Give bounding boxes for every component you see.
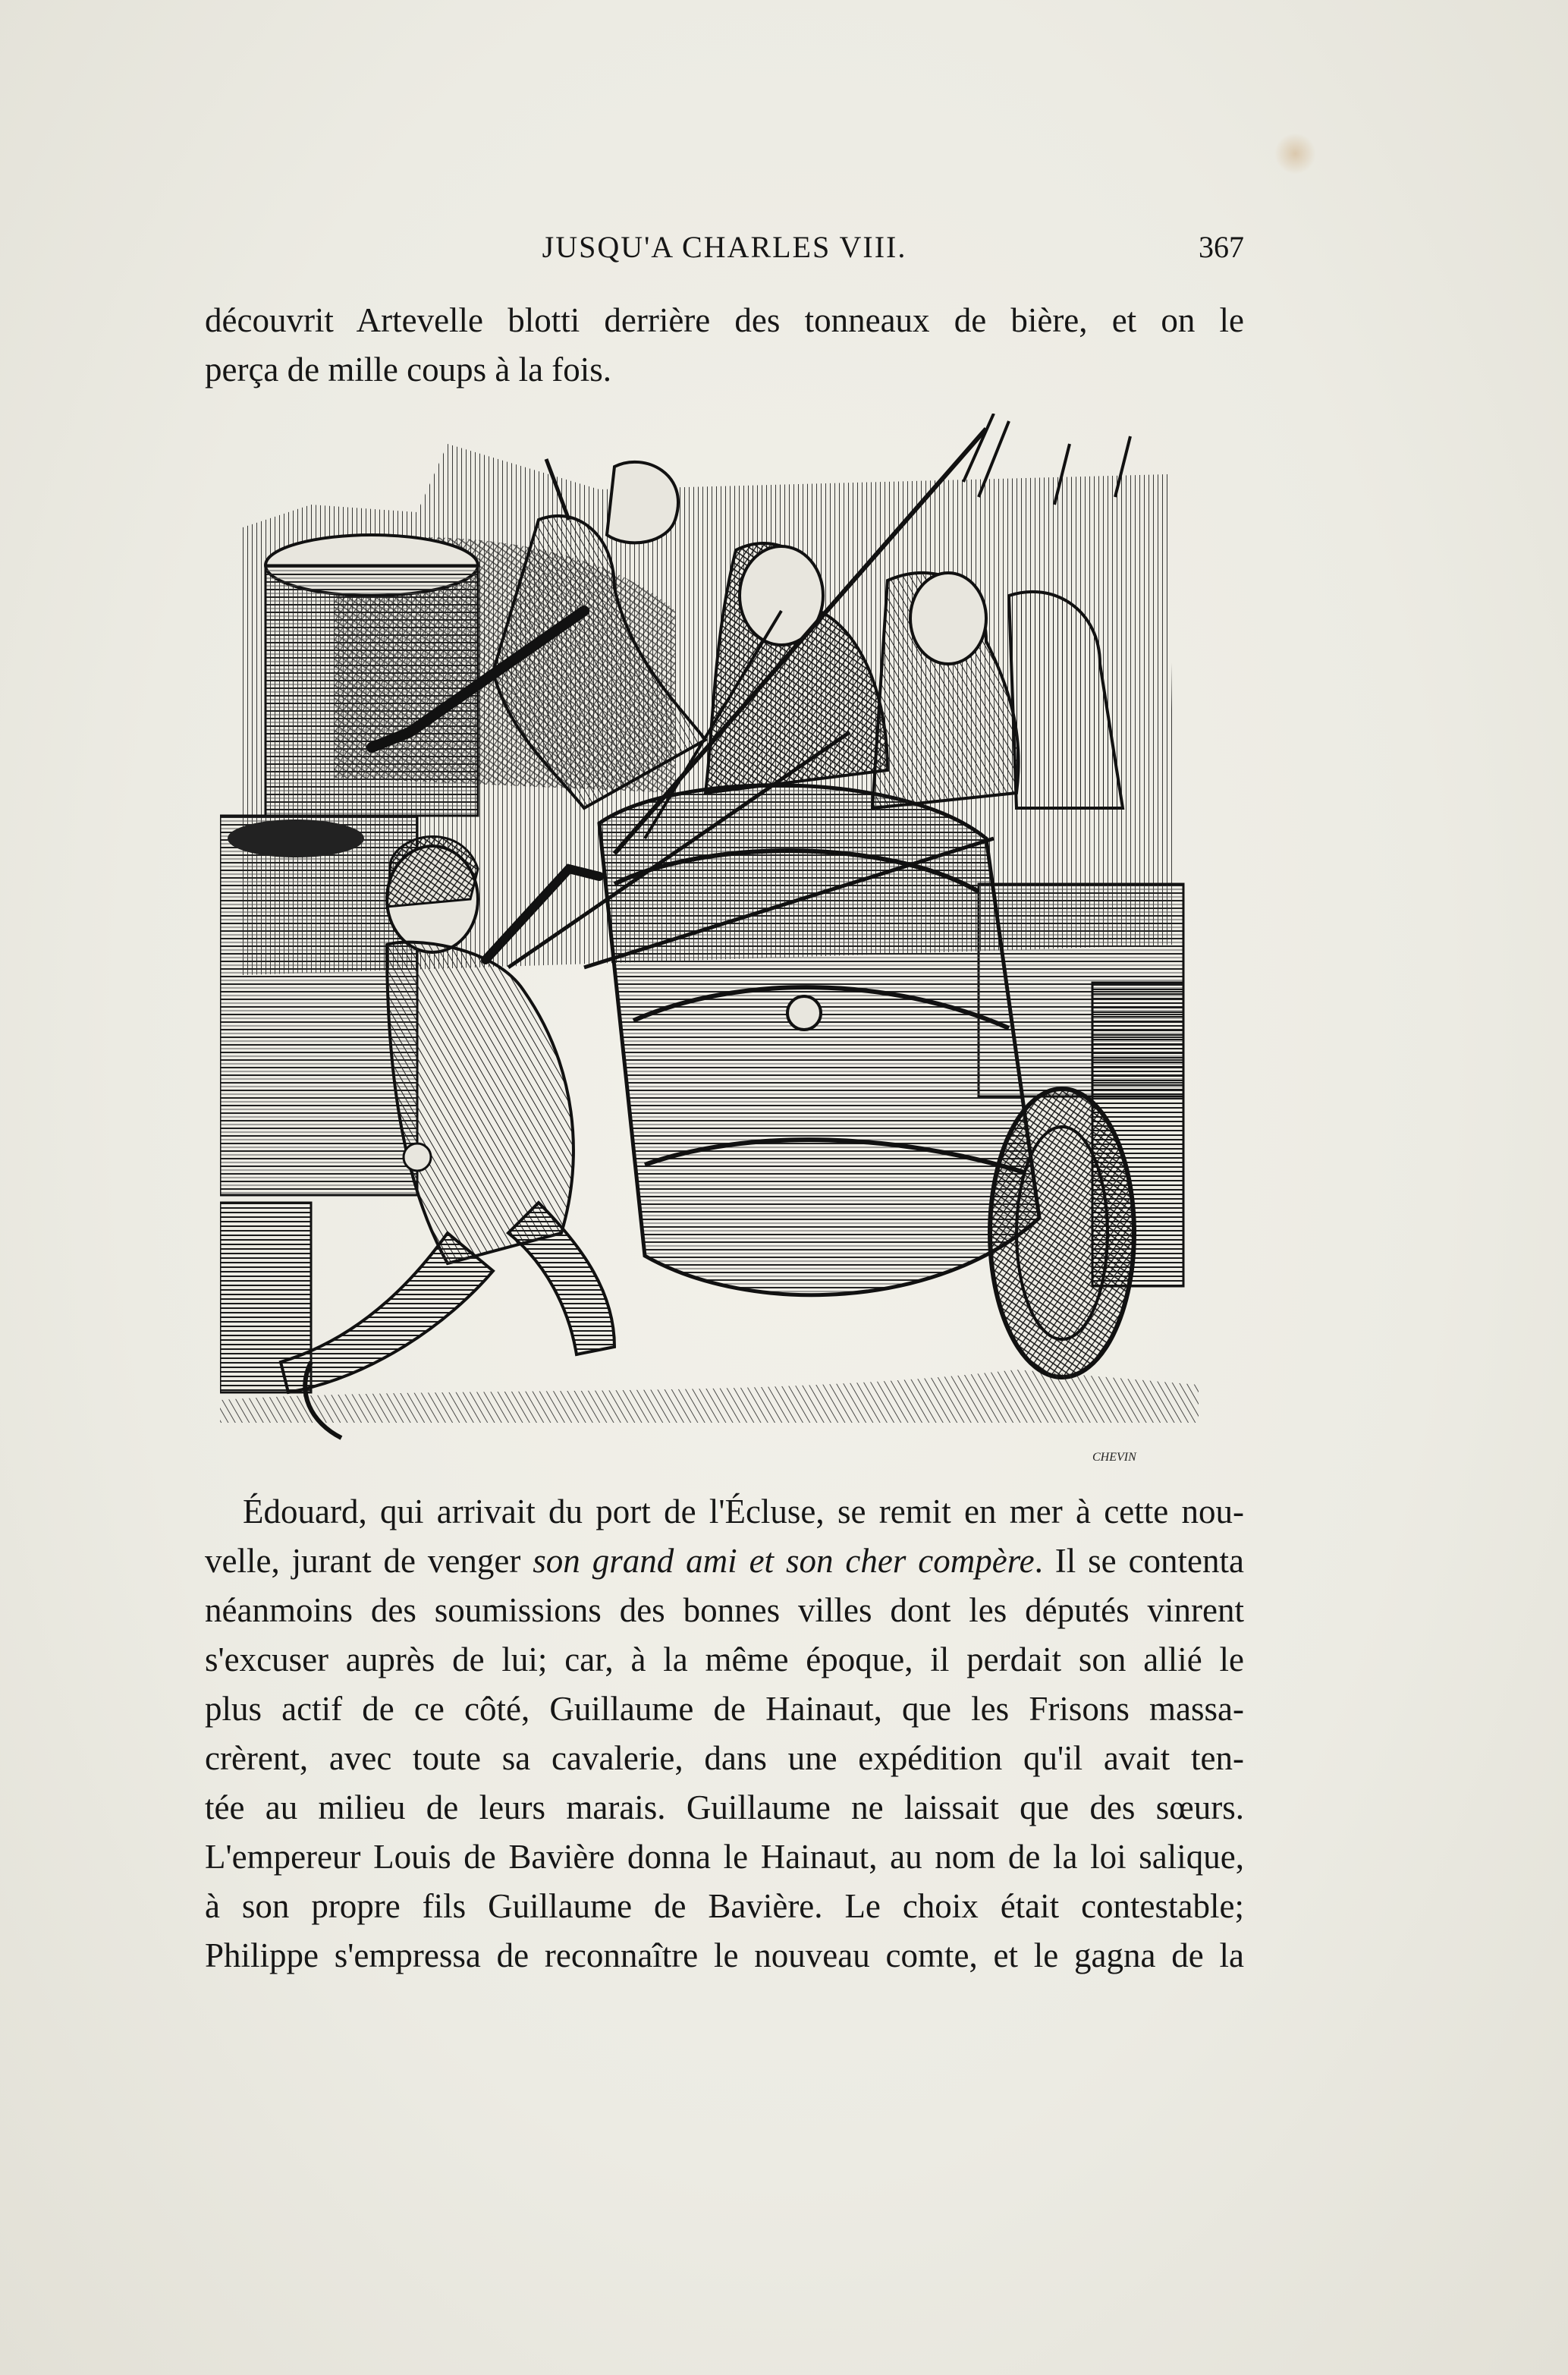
text-line: s'excuser auprès de lui; car, à la même époque, il perdait son allié le [205, 1640, 1244, 1678]
text-run: velle, jurant de venger [205, 1542, 533, 1580]
text-line: néanmoins des soumissions des bonnes villes dont les députés vinrent [205, 1591, 1244, 1629]
text-line: perça de mille coups à la fois. [205, 351, 612, 388]
floor-debris [220, 1362, 1199, 1438]
text-line-with-italic [205, 1537, 1244, 1586]
top-paragraph [205, 296, 1244, 395]
text-line: Édouard, qui arrivait du port de l'Écluse, se remit en mer à cette nou- [243, 1493, 1244, 1530]
text-line: plus actif de ce côté, Guillaume de Hainaut, que les Frisons massa- [205, 1690, 1244, 1728]
text-line: crèrent, avec toute sa cavalerie, dans une expédition qu'il avait ten- [205, 1739, 1244, 1777]
italic-quote: son grand ami et son cher compère [533, 1542, 1035, 1580]
text-line: à son propre fils Guillaume de Bavière. Le choix était contestable; [205, 1887, 1244, 1925]
text-line: Philippe s'empressa de reconnaître le nouveau comte, et le gagna de la [205, 1936, 1244, 1974]
text-line: tée au milieu de leurs marais. Guillaume ne laissait que des sœurs. [205, 1788, 1244, 1826]
text-line: découvrit Artevelle blotti derrière des tonneaux de bière, et on le [205, 301, 1244, 339]
paper-stain [1274, 133, 1316, 175]
page-number: 367 [1199, 230, 1244, 264]
main-paragraph [205, 1487, 1244, 1980]
text-run: . Il se contenta [1034, 1542, 1245, 1580]
central-barrel [599, 785, 1039, 1295]
barrel-lid [990, 1089, 1134, 1377]
engraver-signature: CHEVIN [1092, 1451, 1136, 1464]
running-title: JUSQU'A CHARLES VIII. [542, 230, 907, 264]
engraving-illustration [220, 414, 1199, 1476]
page-header [205, 225, 1244, 270]
text-line: L'empereur Louis de Bavière donna le Hainaut, au nom de la loi salique, [205, 1838, 1244, 1876]
